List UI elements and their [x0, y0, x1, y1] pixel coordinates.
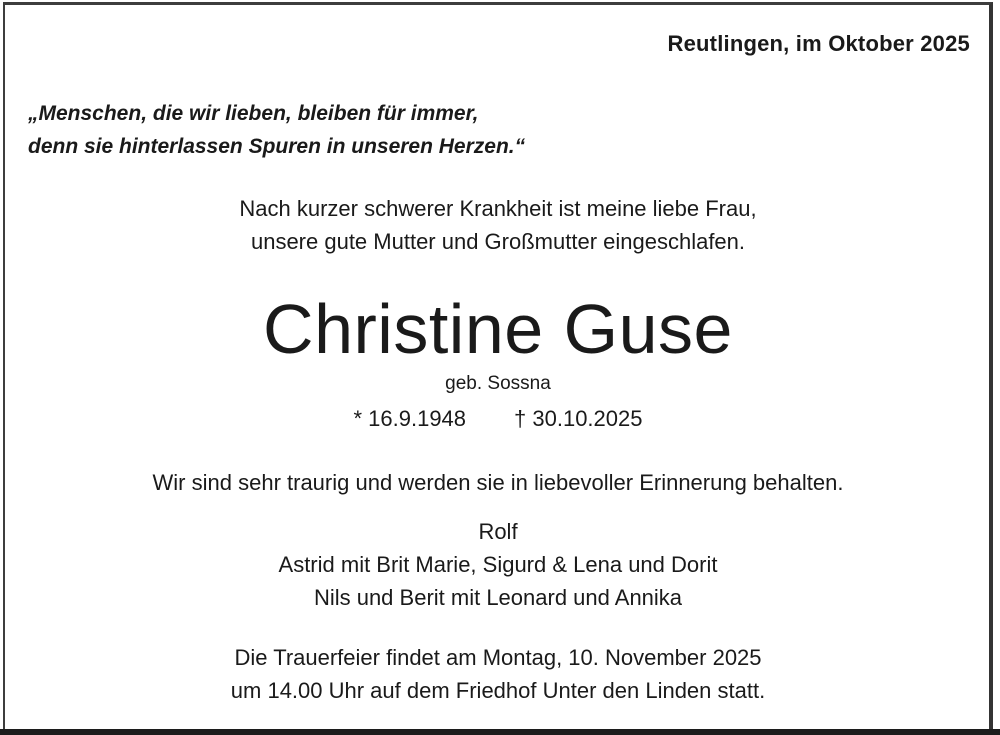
- maiden-name: geb. Sossna: [445, 373, 551, 394]
- deceased-name: Christine Guse: [263, 290, 733, 368]
- intro-line-1: Nach kurzer schwerer Krankheit ist meine liebe Frau,: [239, 196, 757, 221]
- memorial-quote: [28, 97, 525, 163]
- place-dateline: Reutlingen, im Oktober 2025: [667, 31, 970, 56]
- life-dates: [0, 404, 996, 434]
- bottom-edge-bar: [0, 729, 1000, 735]
- ceremony-info: [0, 641, 996, 707]
- intro-line-2: unsere gute Mutter und Großmutter eingeschlafen.: [250, 229, 746, 254]
- mourner-line: Rolf: [478, 519, 518, 544]
- ceremony-line-2: um 14.00 Uhr auf dem Friedhof Unter den Linden statt.: [230, 678, 766, 703]
- intro-text: [0, 192, 996, 258]
- memorial-quote-line-2: denn sie hinterlassen Spuren in unseren Herzen.“: [28, 135, 526, 158]
- mourning-line: Wir sind sehr traurig und werden sie in liebevoller Erinnerung behalten.: [152, 470, 844, 495]
- ceremony-line-1: Die Trauerfeier findet am Montag, 10. November 2025: [234, 645, 762, 670]
- memorial-quote-line-1: „Menschen, die wir lieben, bleiben für immer,: [28, 102, 479, 125]
- death-date: † 30.10.2025: [514, 406, 643, 431]
- birth-date: * 16.9.1948: [353, 406, 467, 431]
- mourners-list: [0, 515, 996, 614]
- mourner-line: Astrid mit Brit Marie, Sigurd & Lena und Dorit: [278, 552, 718, 577]
- mourner-line: Nils und Berit mit Leonard und Annika: [313, 585, 683, 610]
